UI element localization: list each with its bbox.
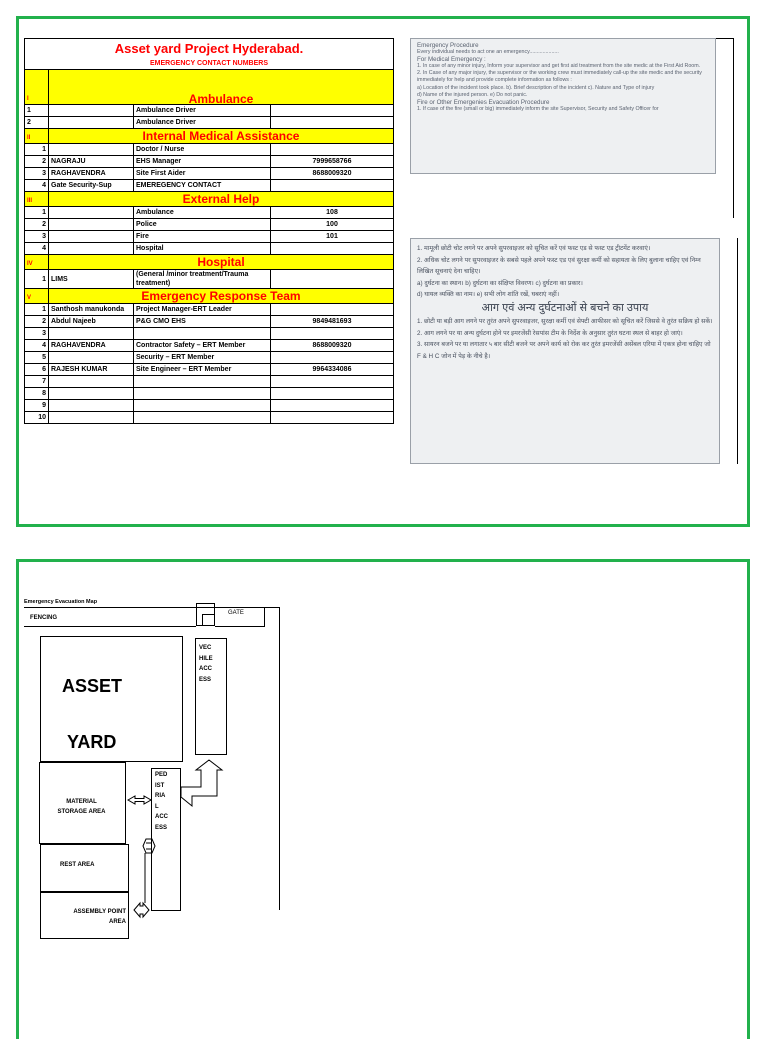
contact-role: Ambulance [134, 207, 271, 219]
map-label-line: STORAGE AREA [57, 809, 106, 815]
map-title: Emergency Evacuation Map [24, 599, 98, 605]
section-title: Hospital [49, 255, 394, 270]
double-arrow-icon [143, 839, 155, 853]
row-number: 1 [25, 304, 49, 316]
fire-heading: Fire or Other Emergenies Evacuation Procedure [417, 98, 550, 106]
row-number: 7 [25, 376, 49, 388]
contact-phone: 8688009320 [271, 168, 394, 180]
section-title: Internal Medical Assistance [49, 129, 394, 144]
contact-role: Contractor Safety – ERT Member [134, 340, 271, 352]
procedure-item: 1. In case of any minor injury, Inform your supervisor and get first aid treatment from the site medic at the First Aid Room. [417, 63, 701, 70]
procedure-heading: Emergency Procedure [417, 42, 479, 49]
section-number: IV [25, 255, 49, 270]
hindi-line: 1. छोटी या बड़ी आग लगने पर तुरंत अपने सुपरवाइजर, सुरक्षा कर्मी एवं सेफ्टी आफीसर को सूचित करें जिससे वे तुरंत सक्रिय हो सकें। [417, 318, 713, 325]
row-number: 3 [25, 168, 49, 180]
contact-role: Doctor / Nurse [134, 144, 271, 156]
gate-label: GATE [228, 610, 244, 616]
contact-phone: 9849481693 [271, 316, 394, 328]
map-label-line: L [155, 803, 159, 810]
map-label-line: IST [155, 782, 165, 789]
row-number: 6 [25, 364, 49, 376]
contact-role: Project Manager-ERT Leader [134, 304, 271, 316]
contact-name: LIMS [49, 270, 134, 289]
row-number: 2 [25, 219, 49, 231]
contact-name: Abdul Najeeb [49, 316, 134, 328]
procedure-item: 1. If case of the fire (small or big) immediately inform the site Supervisor, Security and Safety Officer for [417, 105, 659, 112]
contact-name: RAJESH KUMAR [49, 364, 134, 376]
procedure-item: d) Name of the injured person. e) Do not panic. [417, 91, 528, 98]
fencing-label: FENCING [30, 615, 57, 621]
row-number: 4 [25, 180, 49, 192]
hindi-line: 3. सायरन बजने पर या लगातार ५ बार सीटी बजने पर अपने कार्य को रोक कर तुरंत इमरजेंसी असेंबल एरिया में एकत्र होना चाहिए जो F & H C जोन में पेड़ के नीचे है। [417, 341, 711, 360]
hindi-line: 2. आग लगने पर या अन्य दुर्घटना होने पर इमरजेंसी रेसपांस टीम के निर्देश के अनुसार तुरंत घटना स्थल से बाहर हो जाएं। [417, 329, 683, 337]
procedure-item: a) Location of the incident took place. b). Brief description of the incident c). Nature and Type of injury [417, 84, 655, 91]
hindi-line: 1. मामूली छोटी चोट लगने पर अपने सुपरवाइजर को सूचित करें एवं फस्ट एड से फस्ट एड ट्रीटमेंट करवाएं। [417, 245, 651, 252]
contact-phone: 9964334086 [271, 364, 394, 376]
procedure-intro: Every individual needs to act one an emergency.................... [417, 49, 559, 56]
row-number: 8 [25, 388, 49, 400]
contact-role: Ambulance Driver [134, 117, 271, 129]
map-label-line: RIA [155, 793, 166, 799]
row-number: 3 [25, 328, 49, 340]
section-number: II [25, 129, 49, 144]
section-number: III [25, 192, 49, 207]
contact-role: (General /minor treatment/Trauma treatment) [134, 270, 271, 289]
asset-yard-label: YARD [67, 732, 117, 752]
section-number: V [25, 289, 49, 304]
medical-heading: For Medical Emergency : [417, 56, 486, 64]
row-number: 3 [25, 231, 49, 243]
table-subtitle: EMERGENCY CONTACT NUMBERS [25, 57, 394, 70]
row-number: 5 [25, 352, 49, 364]
double-arrow-icon [134, 903, 149, 917]
row-number: 2 [25, 156, 49, 168]
contact-role: Ambulance Driver [134, 105, 271, 117]
contact-phone: 108 [271, 207, 394, 219]
contact-phone: 8688009320 [271, 340, 394, 352]
contact-phone: 101 [271, 231, 394, 243]
map-label-line: ACC [199, 666, 212, 672]
section-number: I [25, 70, 49, 105]
hindi-line: a) दुर्घटना का स्थान। b) दुर्घटना का संक्षिप्त विवरण। c) दुर्घटना का प्रकार। [417, 279, 583, 287]
contact-phone: 100 [271, 219, 394, 231]
section-title: External Help [49, 192, 394, 207]
contact-name: NAGRAJU [49, 156, 134, 168]
row-number: 2 [25, 316, 49, 328]
map-label-line: PED [155, 772, 168, 778]
turn-arrow-icon [181, 760, 222, 806]
contact-role: Hospital [134, 243, 271, 255]
procedure-item: 2. In Case of any major injury, the supervisor or the working crew must immediately call-up the site medic and the security immediately for help and provide complete information as follows : [417, 70, 702, 84]
contact-role: Fire [134, 231, 271, 243]
section-title: Emergency Response Team [49, 289, 394, 304]
map-label-line: MATERIAL [66, 799, 97, 805]
row-number: 9 [25, 400, 49, 412]
row-number: 10 [25, 412, 49, 424]
row-number: 2 [25, 117, 49, 129]
map-label-line: AREA [108, 919, 126, 925]
map-label-line: ESS [199, 676, 212, 683]
contact-name: Santhosh manukonda [49, 304, 134, 316]
contact-role: Site First Aider [134, 168, 271, 180]
row-number: 1 [25, 144, 49, 156]
row-number: 4 [25, 340, 49, 352]
double-arrow-icon [128, 796, 151, 804]
asset-yard-label: ASSET [62, 676, 123, 696]
row-number: 1 [25, 270, 49, 289]
map-label-line: HILE [199, 655, 213, 662]
map-label-line: ESS [155, 824, 168, 831]
map-label-line: VEC [199, 645, 212, 651]
contact-name: RAGHAVENDRA [49, 340, 134, 352]
contact-role: EMEREGENCY CONTACT [134, 180, 271, 192]
contact-role: P&G CMO EHS [134, 316, 271, 328]
contact-phone: 7999658766 [271, 156, 394, 168]
row-number: 1 [25, 207, 49, 219]
table-title: Asset yard Project Hyderabad. [25, 39, 394, 58]
contact-role: EHS Manager [134, 156, 271, 168]
contact-role: Police [134, 219, 271, 231]
contact-name: RAGHAVENDRA [49, 168, 134, 180]
hindi-heading: आग एवं अन्य दुर्घटनाओं से बचने का उपाय [481, 301, 649, 314]
map-label-line: ASSEMBLY POINT [73, 909, 126, 915]
contact-role: Security – ERT Member [134, 352, 271, 364]
hindi-line: 2. अधिक चोट लगने पर सुपरवाइजर के सबसे पहले अपने फस्ट एड एवं सुरक्षा कर्मी को सहायता के लिए बुलाना चाहिए एवं निम्न लिखित सूचनाएं देना चाहिए। [417, 256, 701, 275]
row-number: 4 [25, 243, 49, 255]
row-number: 1 [25, 105, 49, 117]
rest-area-label: REST AREA [60, 862, 95, 868]
hindi-line: d) घायल व्यक्ति का नाम। e) सभी लोग शांति रखें, घबराएं नहीं। [417, 291, 560, 298]
contact-name: Gate Security-Sup [49, 180, 134, 192]
map-label-line: ACC [155, 814, 168, 820]
section-title: Ambulance [49, 70, 394, 105]
contact-role: Site Engineer – ERT Member [134, 364, 271, 376]
